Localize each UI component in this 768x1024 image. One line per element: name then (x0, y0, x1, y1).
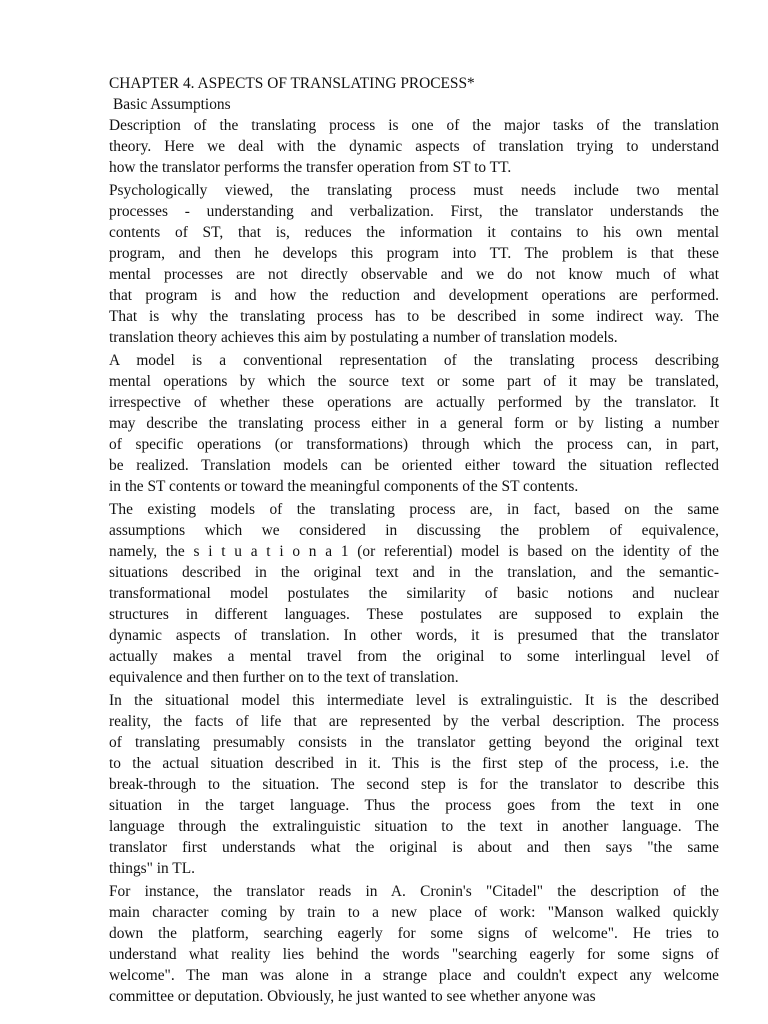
paragraph (109, 350, 719, 497)
paragraphs-container (109, 115, 719, 1007)
paragraph-line: of translating presumably consists in the translator getting beyond the original text (109, 734, 719, 751)
paragraph-line: processes - understanding and verbalization. First, the translator understands the (109, 203, 719, 220)
paragraph-line: irrespective of whether these operations are actually performed by the translator. It (109, 394, 719, 411)
paragraph-line: Description of the translating process is one of the major tasks of the translation (109, 117, 719, 134)
paragraph-line: language through the extralinguistic situation to the text in another language. The (109, 818, 719, 835)
paragraph-line: structures in different languages. These postulates are supposed to explain the (109, 606, 719, 623)
paragraph-line: In the situational model this intermediate level is extralinguistic. It is the described (109, 692, 719, 709)
document-body (109, 73, 719, 1007)
paragraph-line: program, and then he develops this program into TT. The problem is that these (109, 245, 719, 262)
paragraph-line: be realized. Translation models can be oriented either toward the situation reflected (109, 457, 719, 474)
paragraph (109, 180, 719, 348)
paragraph (109, 115, 719, 178)
paragraph-line: how the translator performs the transfer operation from ST to TT. (109, 159, 512, 176)
paragraph-line: committee or deputation. Obviously, he just wanted to see whether anyone was (109, 988, 596, 1005)
paragraph-line: main character coming by train to a new place of work: "Manson walked quickly (109, 904, 719, 921)
paragraph-line: reality, the facts of life that are represented by the verbal description. The process (109, 713, 719, 730)
paragraph-line: translator first understands what the original is about and then says "the same (109, 839, 719, 856)
paragraph-line: break-through to the situation. The second step is for the translator to describe this (109, 776, 719, 793)
paragraph-line: translation theory achieves this aim by postulating a number of translation models. (109, 329, 618, 346)
paragraph-line: Psychologically viewed, the translating process must needs include two mental (109, 182, 719, 199)
paragraph-line: equivalence and then further on to the text of translation. (109, 669, 459, 686)
paragraph-line: A model is a conventional representation of the translating process describing (109, 352, 719, 369)
paragraph-line: transformational model postulates the similarity of basic notions and nuclear (109, 585, 719, 602)
paragraph-line: things" in TL. (109, 860, 195, 877)
paragraph-line: assumptions which we considered in discussing the problem of equivalence, (109, 522, 719, 539)
paragraph-line: mental operations by which the source text or some part of it may be translated, (109, 373, 719, 390)
paragraph-line: actually makes a mental travel from the original to some interlingual level of (109, 648, 719, 665)
paragraph-line: namely, the s i t u a t i o n a 1 (or referential) model is based on the identity of the (109, 543, 719, 560)
paragraph-line: situation in the target language. Thus the process goes from the text in one (109, 797, 719, 814)
paragraph-line: That is why the translating process has to be described in some indirect way. The (109, 308, 719, 325)
paragraph-line: situations described in the original text and in the translation, and the semantic- (109, 564, 719, 581)
chapter-title: CHAPTER 4. ASPECTS OF TRANSLATING PROCESS* (109, 75, 475, 92)
paragraph-line: in the ST contents or toward the meaningful components of the ST contents. (109, 478, 579, 495)
paragraph-line: For instance, the translator reads in A. Cronin's "Citadel" the description of the (109, 883, 719, 900)
section-heading: Basic Assumptions (113, 96, 231, 113)
paragraph-line: mental processes are not directly observable and we do not know much of what (109, 266, 719, 283)
paragraph-line: of specific operations (or transformations) through which the process can, in part, (109, 436, 719, 453)
paragraph-line: welcome". The man was alone in a strange place and couldn't expect any welcome (109, 967, 719, 984)
paragraph-line: that program is and how the reduction and development operations are performed. (109, 287, 719, 304)
paragraph-line: theory. Here we deal with the dynamic aspects of translation trying to understand (109, 138, 719, 155)
paragraph-line: down the platform, searching eagerly for some signs of welcome". He tries to (109, 925, 719, 942)
paragraph-line: to the actual situation described in it. This is the first step of the process, i.e. the (109, 755, 719, 772)
paragraph (109, 690, 719, 879)
paragraph-line: may describe the translating process either in a general form or by listing a number (109, 415, 719, 432)
paragraph-line: contents of ST, that is, reduces the information it contains to his own mental (109, 224, 719, 241)
paragraph (109, 881, 719, 1007)
paragraph-line: dynamic aspects of translation. In other words, it is presumed that the translator (109, 627, 719, 644)
paragraph (109, 499, 719, 688)
paragraph-line: The existing models of the translating process are, in fact, based on the same (109, 501, 719, 518)
paragraph-line: understand what reality lies behind the words "searching eagerly for some signs of (109, 946, 719, 963)
